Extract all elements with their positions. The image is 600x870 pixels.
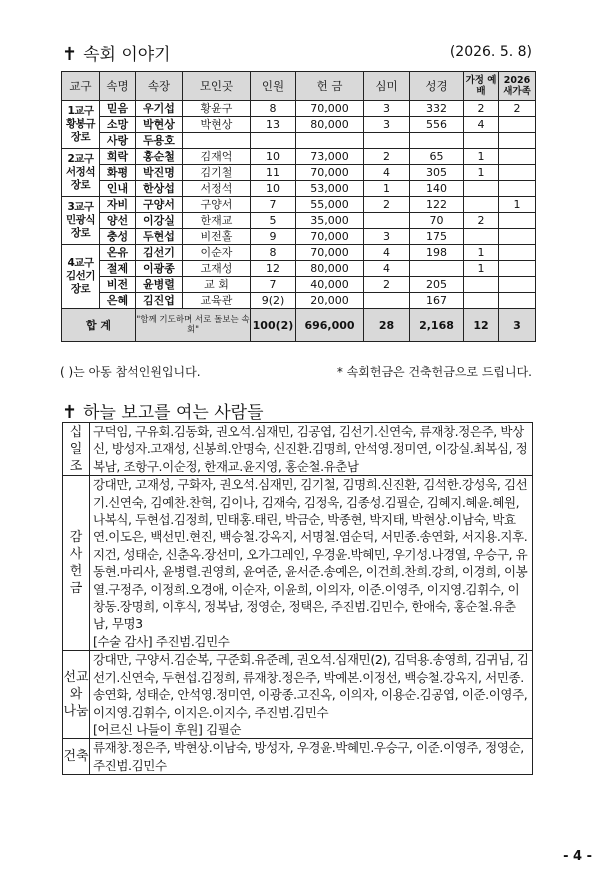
total-home: 12 xyxy=(464,309,499,342)
cell-place: 박현상 xyxy=(183,117,251,133)
col-header: 속장 xyxy=(136,72,183,101)
offering-category: 선교 와 나눔 xyxy=(63,651,90,739)
col-header: 속명 xyxy=(100,72,136,101)
table-header-row xyxy=(62,72,536,101)
cell-count: 9 xyxy=(251,229,296,245)
cell-simmi: 2 xyxy=(364,277,410,293)
cell-simmi: 3 xyxy=(364,229,410,245)
cell-home xyxy=(464,181,499,197)
cell-home xyxy=(464,229,499,245)
cell-bible: 70 xyxy=(410,213,464,229)
cell-leader: 우기섭 xyxy=(136,101,183,117)
cell-meeting-table xyxy=(61,71,536,342)
cell-place xyxy=(183,133,251,149)
table-row xyxy=(62,181,536,197)
col-header: 성경 xyxy=(410,72,464,101)
cell-newf: 1 xyxy=(499,197,536,213)
report-date: (2026. 5. 8) xyxy=(449,44,532,60)
cell-newf xyxy=(499,133,536,149)
cell-home: 1 xyxy=(464,149,499,165)
cell-newf xyxy=(499,261,536,277)
cell-place: 비전홀 xyxy=(183,229,251,245)
cell-simmi xyxy=(364,293,410,309)
offering-category: 감 사 헌 금 xyxy=(63,476,90,651)
offering-names: 구덕임, 구유회.김동화, 권오석.심재민, 김공엽, 김선기.신연숙, 류재창.정은주, 박상신, 방성자.고재성, 신봉희.안명숙, 신진환.김명희, 안석영.정미연, 이강실.최복심, 정복남, 조항구.이순정, 한재교.윤지영, 홍순철.유춘남 xyxy=(90,423,533,476)
cell-place: 김기철 xyxy=(183,165,251,181)
cell-name: 비전 xyxy=(100,277,136,293)
cell-simmi: 2 xyxy=(364,197,410,213)
offering-names: 강대만, 고재성, 구화자, 권오석.심재민, 김기철, 김명희.신진환, 김석한.강성욱, 김선기.신연숙, 김예찬.찬혁, 김이나, 김재숙, 김정욱, 김종성.김필순, 김혜지.혜윤.혜원, 나복식, 두현섭.김정희, 민태홍.태린, 박금순, 박종현, 박지태, 박현상.이남숙, 박효연.이도은, 백선민.현진, 백승철.강옥지, 서명철.염순덕, 서민종.송연화, 서지용.지후.지건, 성태순, 신춘옥.장선미, 오가그레인, 우경윤.박혜민, 우기성.나경열, 우승구, 유동현.마리사, 윤병렬.권영희, 윤여준, 윤서준.송예은, 이건희.찬희.강희, 이경희, 이봉열.구정주, 이정희.오경애, 이순자, 이윤희, 이의자, 이준.이영주, 이지영.김휘수, 이창동.장명희, 이후식, 정복남, 정영순, 정택은, 주진범.김민수, 한애숙, 홍순철.유춘남, 무명3 [수술 감사] 주진범.김민수 xyxy=(90,476,533,651)
col-header: 2026 새가족 xyxy=(499,72,536,101)
cell-count: 8 xyxy=(251,101,296,117)
total-bible: 2,168 xyxy=(410,309,464,342)
cell-simmi xyxy=(364,133,410,149)
cell-place: 서정석 xyxy=(183,181,251,197)
district-cell: 3교구 민광식 장로 xyxy=(62,197,100,245)
col-header: 가정 예배 xyxy=(464,72,499,101)
col-header: 교구 xyxy=(62,72,100,101)
col-header: 심미 xyxy=(364,72,410,101)
cell-leader: 윤병렬 xyxy=(136,277,183,293)
cell-leader: 이광종 xyxy=(136,261,183,277)
cell-bible: 332 xyxy=(410,101,464,117)
cell-name: 희락 xyxy=(100,149,136,165)
section1-title: ✝ 속회 이야기 xyxy=(62,44,171,65)
cell-name: 온유 xyxy=(100,245,136,261)
cell-newf xyxy=(499,293,536,309)
cell-offering: 20,000 xyxy=(296,293,364,309)
cell-bible xyxy=(410,133,464,149)
table-row xyxy=(62,293,536,309)
cell-home: 1 xyxy=(464,261,499,277)
cell-name: 충성 xyxy=(100,229,136,245)
cell-newf: 2 xyxy=(499,101,536,117)
cell-bible xyxy=(410,261,464,277)
district-cell: 1교구 황봉규 장로 xyxy=(62,101,100,149)
table-row xyxy=(62,229,536,245)
table-row xyxy=(62,149,536,165)
table-row xyxy=(62,101,536,117)
cell-newf xyxy=(499,149,536,165)
cell-offering: 80,000 xyxy=(296,117,364,133)
cell-newf xyxy=(499,277,536,293)
cell-newf xyxy=(499,181,536,197)
col-header: 모인곳 xyxy=(183,72,251,101)
cell-offering: 70,000 xyxy=(296,245,364,261)
offering-row xyxy=(63,739,533,775)
offering-table xyxy=(62,422,533,775)
section2-title: ✝ 하늘 보고를 여는 사람들 xyxy=(62,402,264,423)
cell-home: 4 xyxy=(464,117,499,133)
offering-row xyxy=(63,476,533,651)
cell-name: 양선 xyxy=(100,213,136,229)
cell-home xyxy=(464,133,499,149)
cell-count xyxy=(251,133,296,149)
cell-offering: 73,000 xyxy=(296,149,364,165)
cell-simmi: 4 xyxy=(364,245,410,261)
cell-bible: 122 xyxy=(410,197,464,213)
cell-place: 황윤구 xyxy=(183,101,251,117)
cell-name: 인내 xyxy=(100,181,136,197)
cross-icon: ✝ xyxy=(62,44,78,65)
cell-place: 교 회 xyxy=(183,277,251,293)
total-offering: 696,000 xyxy=(296,309,364,342)
table-row xyxy=(62,165,536,181)
cell-home: 2 xyxy=(464,101,499,117)
cell-offering: 35,000 xyxy=(296,213,364,229)
cell-place: 한재교 xyxy=(183,213,251,229)
cell-offering: 70,000 xyxy=(296,229,364,245)
offering-category: 건축 xyxy=(63,739,90,775)
cell-offering: 55,000 xyxy=(296,197,364,213)
note-right: * 속회헌금은 건축헌금으로 드립니다. xyxy=(336,365,532,379)
cell-leader: 두용호 xyxy=(136,133,183,149)
cell-bible: 140 xyxy=(410,181,464,197)
cell-simmi: 3 xyxy=(364,101,410,117)
table-row xyxy=(62,133,536,149)
cell-bible: 205 xyxy=(410,277,464,293)
cell-name: 은혜 xyxy=(100,293,136,309)
cell-newf xyxy=(499,229,536,245)
cell-bible: 198 xyxy=(410,245,464,261)
col-header: 인원 xyxy=(251,72,296,101)
cell-bible: 175 xyxy=(410,229,464,245)
cell-name: 사랑 xyxy=(100,133,136,149)
total-simmi: 28 xyxy=(364,309,410,342)
col-header: 헌 금 xyxy=(296,72,364,101)
cell-leader: 구양서 xyxy=(136,197,183,213)
note-left: ( )는 아동 참석인원입니다. xyxy=(60,365,201,379)
district-cell: 4교구 김선기 장로 xyxy=(62,245,100,309)
cell-count: 7 xyxy=(251,197,296,213)
total-row xyxy=(62,309,536,342)
cell-home: 1 xyxy=(464,245,499,261)
offering-names: 강대만, 구양서.김순복, 구준회.유준례, 권오석.심재민(2), 김덕용.송영희, 김귀님, 김선기.신연숙, 두현섭.김정희, 류재창.정은주, 박예본.이정선, 백승철.강옥지, 서민종.송연화, 성태순, 안석영.정미연, 이광종.고진옥, 이의자, 이용순.김공엽, 이준.이영주, 이지영.김휘수, 이지은.이지수, 주진범.김민수 [어르신 나들이 후원] 김필순 xyxy=(90,651,533,739)
table-row xyxy=(62,197,536,213)
cell-offering: 80,000 xyxy=(296,261,364,277)
table-row xyxy=(62,277,536,293)
cell-home: 2 xyxy=(464,213,499,229)
cell-count: 5 xyxy=(251,213,296,229)
cell-bible: 305 xyxy=(410,165,464,181)
district-cell: 2교구 서정석 장로 xyxy=(62,149,100,197)
cell-offering xyxy=(296,133,364,149)
total-label: 합 계 xyxy=(62,309,136,342)
offering-row xyxy=(63,423,533,476)
cell-newf xyxy=(499,117,536,133)
offering-names: 류재창.정은주, 박현상.이남숙, 방성자, 우경윤.박혜민.우승구, 이준.이영주, 정영순, 주진범.김민수 xyxy=(90,739,533,775)
cell-bible: 65 xyxy=(410,149,464,165)
cell-name: 믿음 xyxy=(100,101,136,117)
cell-leader: 두현섭 xyxy=(136,229,183,245)
cell-home xyxy=(464,293,499,309)
total-count: 100(2) xyxy=(251,309,296,342)
cross-icon: ✝ xyxy=(62,402,78,423)
cell-offering: 40,000 xyxy=(296,277,364,293)
cell-count: 10 xyxy=(251,181,296,197)
cell-home xyxy=(464,197,499,213)
offering-category: 십 일 조 xyxy=(63,423,90,476)
cell-place: 고재성 xyxy=(183,261,251,277)
cell-leader: 한상섭 xyxy=(136,181,183,197)
page-number: - 4 - xyxy=(563,849,592,864)
cell-leader: 김진업 xyxy=(136,293,183,309)
table-row xyxy=(62,245,536,261)
cell-place: 구양서 xyxy=(183,197,251,213)
total-motto: "함께 기도하며 서로 돌보는 속회" xyxy=(136,309,251,342)
cell-offering: 70,000 xyxy=(296,165,364,181)
cell-home xyxy=(464,277,499,293)
cell-count: 8 xyxy=(251,245,296,261)
cell-count: 12 xyxy=(251,261,296,277)
cell-simmi: 1 xyxy=(364,181,410,197)
cell-simmi xyxy=(364,213,410,229)
cell-place: 이순자 xyxy=(183,245,251,261)
cell-offering: 53,000 xyxy=(296,181,364,197)
cell-offering: 70,000 xyxy=(296,101,364,117)
cell-newf xyxy=(499,245,536,261)
cell-leader: 김선기 xyxy=(136,245,183,261)
cell-leader: 박현상 xyxy=(136,117,183,133)
total-newf: 3 xyxy=(499,309,536,342)
table-row xyxy=(62,261,536,277)
cell-count: 11 xyxy=(251,165,296,181)
table-row xyxy=(62,213,536,229)
cell-leader: 이강실 xyxy=(136,213,183,229)
cell-bible: 556 xyxy=(410,117,464,133)
cell-place: 김재억 xyxy=(183,149,251,165)
cell-newf xyxy=(499,213,536,229)
cell-simmi: 4 xyxy=(364,261,410,277)
cell-simmi: 3 xyxy=(364,117,410,133)
cell-name: 소망 xyxy=(100,117,136,133)
cell-simmi: 2 xyxy=(364,149,410,165)
cell-count: 13 xyxy=(251,117,296,133)
table-row xyxy=(62,117,536,133)
cell-leader: 홍순철 xyxy=(136,149,183,165)
cell-leader: 박진명 xyxy=(136,165,183,181)
cell-place: 교육관 xyxy=(183,293,251,309)
cell-count: 7 xyxy=(251,277,296,293)
cell-name: 자비 xyxy=(100,197,136,213)
cell-count: 10 xyxy=(251,149,296,165)
cell-name: 화평 xyxy=(100,165,136,181)
cell-simmi: 4 xyxy=(364,165,410,181)
cell-home: 1 xyxy=(464,165,499,181)
offering-row xyxy=(63,651,533,739)
cell-newf xyxy=(499,165,536,181)
cell-count: 9(2) xyxy=(251,293,296,309)
cell-bible: 167 xyxy=(410,293,464,309)
cell-name: 절제 xyxy=(100,261,136,277)
